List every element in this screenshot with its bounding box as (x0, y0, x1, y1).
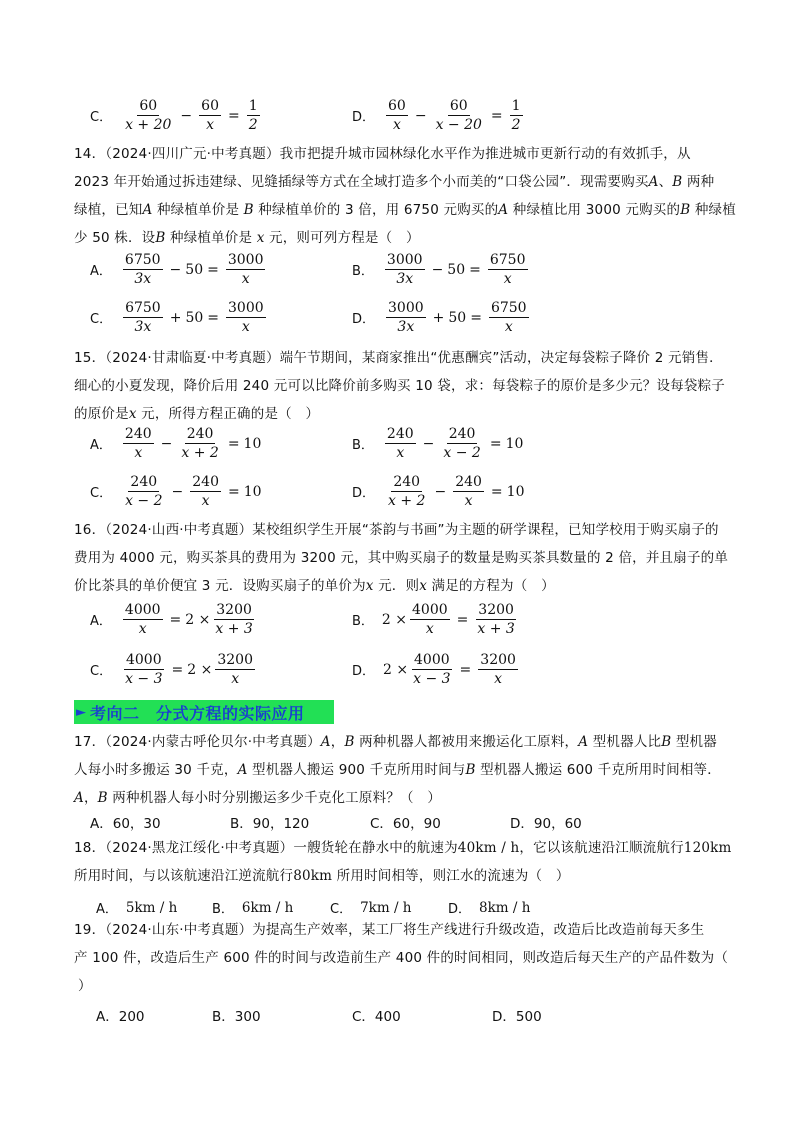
constant: 50 (447, 261, 466, 278)
text: 绿植，已知 (74, 202, 143, 218)
var-a: A (648, 174, 659, 190)
option-text: D．90，60 (510, 816, 582, 832)
section-heading (74, 700, 334, 724)
numerator: 3000 (228, 300, 264, 316)
q14-line-4 (74, 224, 734, 252)
numerator: 240 (130, 474, 158, 490)
option-label: A． (90, 614, 112, 629)
var-a: A (498, 202, 509, 218)
q14-stem (74, 140, 734, 252)
q14-option-d[interactable] (352, 300, 532, 335)
option-label: C． (90, 110, 113, 125)
coefficient: 2 × (381, 611, 408, 628)
q16-c-equation: $\frac{4000}{x - 3}$ = 2 × $\frac{3200}{x}$ (125, 652, 253, 687)
q18-option-b[interactable] (212, 898, 293, 917)
q19-option-c[interactable] (352, 1005, 401, 1025)
numerator: 60 (449, 98, 468, 114)
coefficient: 2 × (185, 611, 211, 628)
option-label: A． (90, 438, 112, 453)
q16-option-d[interactable] (352, 652, 521, 687)
option-label: B． (352, 614, 374, 629)
q19-stem (74, 916, 734, 1000)
speed-value: 40km / h (457, 840, 520, 856)
q19-option-d[interactable] (492, 1005, 542, 1025)
numerator: 3000 (227, 252, 264, 268)
constant: 50 (448, 309, 467, 326)
text: 元．则 (378, 578, 420, 594)
triangle-marker-icon: ► (76, 704, 86, 720)
numerator: 4000 (125, 652, 162, 668)
var-a: A (74, 790, 84, 806)
option-label: A． (90, 264, 112, 279)
denominator: x + 3 (477, 621, 515, 637)
option-text: C．400 (352, 1009, 401, 1025)
text: 种绿植比用 3000 元购买的 (512, 202, 681, 218)
operator: − (431, 261, 444, 278)
denominator: x − 3 (125, 671, 163, 687)
q14-line-1: 14．（2024·四川广元·中考真题）我市把提升城市园林绿化水平作为推进城市更新行动的有效抓手，从 (74, 146, 691, 162)
denominator: 3x (396, 271, 414, 287)
q15-option-a[interactable] (90, 426, 261, 461)
numerator: 6750 (124, 252, 161, 268)
text: ， (330, 734, 345, 750)
text: 种绿植单价是 (170, 230, 253, 246)
numerator: 6750 (489, 252, 526, 268)
numerator: 240 (455, 474, 482, 490)
q17-line-1 (74, 728, 734, 756)
text: ， (83, 790, 98, 806)
text: 少 50 株．设 (74, 230, 156, 246)
q14-line-2: 2023 年开始通过拆违建绿、见缝插绿等方式在全域打造多个小而美的“口袋公园”．现需要购买A、B 两种 (74, 174, 715, 190)
numerator: 3200 (478, 602, 514, 618)
q16-line-2: 费用为 4000 元，购买茶具的费用为 3200 元，其中购买扇子的数量是购买茶具数量的 2 倍，并且扇子的单 (74, 550, 729, 566)
var-b: B (672, 174, 683, 190)
option-value: 8km / h (479, 899, 531, 916)
option-label: D． (352, 664, 376, 679)
denominator: 3x (134, 319, 152, 335)
text: 的原价是 (74, 406, 129, 422)
q17-stem (74, 728, 734, 812)
var-a: A (578, 734, 589, 750)
denominator: x (231, 671, 240, 687)
text: 所用时间，与以该航速沿江逆流航行 (74, 868, 294, 884)
denominator: x − 3 (413, 671, 451, 687)
q15-option-c[interactable] (90, 474, 262, 509)
text: 型机器人搬运 900 千克所用时间与 (252, 762, 466, 778)
q15-stem (74, 344, 734, 428)
text: 所用时间相等，则江水的流速为（ ） (336, 868, 570, 884)
text: 满足的方程为（ ） (431, 578, 555, 594)
text: 元，所得方程正确的是（ ） (141, 406, 320, 422)
q15-option-b[interactable] (352, 426, 523, 461)
coefficient: 2 × (383, 661, 409, 678)
q19-option-a[interactable] (96, 1005, 145, 1025)
var-x: x (365, 578, 374, 594)
var-x: x (256, 230, 265, 246)
numerator: 3200 (480, 652, 516, 668)
q14-option-c[interactable] (90, 300, 269, 335)
text: 17．（2024·内蒙古呼伦贝尔·中考真题） (74, 734, 321, 750)
var-b: B (661, 734, 672, 750)
numerator: 240 (448, 426, 476, 442)
q14-d-equation: $\frac{3000}{3x}$ + 50 = $\frac{6750}{x}$ (388, 300, 527, 335)
var-a: A (237, 762, 248, 778)
q15-c-equation: $\frac{240}{x - 2}$ − $\frac{240}{x}$ = 10 (125, 474, 262, 509)
option-value: 6km / h (241, 899, 294, 916)
q18-option-c[interactable] (330, 898, 411, 917)
denominator: x (201, 493, 210, 509)
numerator: 60 (388, 98, 406, 114)
var-x: x (128, 406, 137, 422)
denominator: x (206, 117, 215, 133)
q15-b-equation: $\frac{240}{x}$ − $\frac{240}{x - 2}$ = 10 (386, 426, 524, 461)
numerator: 6750 (490, 300, 527, 316)
q17-line-3 (74, 784, 734, 812)
q13-d-equation: $\frac{60}{x}$ − $\frac{60}{x - 20}$ = $\frac{1}{2}$ (388, 98, 521, 133)
q15-line-1: 15．（2024·甘肃临夏·中考真题）端午节期间，某商家推出“优惠酬宾”活动，决定每袋粽子降价 2 元销售． (74, 350, 723, 366)
numerator: 240 (124, 426, 152, 442)
q17-option-c[interactable] (370, 812, 441, 832)
var-b: B (155, 230, 166, 246)
var-b: B (97, 790, 108, 806)
q14-c-equation: $\frac{6750}{3x}$ + 50 = $\frac{3000}{x}$ (125, 300, 264, 335)
q18-line-1 (74, 834, 734, 862)
text: 18．（2024·黑龙江绥化·中考真题）一艘货轮在静水中的航速为 (74, 840, 458, 856)
denominator: x (396, 445, 405, 461)
distance-value: 80km (293, 868, 333, 884)
option-value: 5km / h (125, 899, 178, 916)
q14-option-a[interactable] (90, 252, 268, 287)
numerator: 1 (511, 98, 521, 114)
text: 2023 年开始通过拆违建绿、见缝插绿等方式在全域打造多个小而美的“口袋公园”．现需要购买 (74, 174, 649, 190)
var-a: A (142, 202, 153, 218)
numerator: 6750 (125, 300, 161, 316)
option-label: D． (448, 902, 472, 917)
option-label: A． (96, 902, 118, 917)
q14-option-b[interactable] (352, 252, 531, 287)
denominator: x − 2 (443, 445, 481, 461)
option-value: 7km / h (360, 899, 412, 916)
q16-stem (74, 516, 734, 600)
q16-line-3 (74, 572, 734, 600)
rhs: 10 (505, 435, 524, 452)
numerator: 240 (393, 474, 421, 490)
option-text: A．60，30 (90, 816, 161, 832)
coefficient: 2 × (187, 661, 213, 678)
q15-a-equation: $\frac{240}{x}$ − $\frac{240}{x + 2}$ = 10 (124, 426, 262, 461)
q15-d-equation: $\frac{240}{x + 2}$ − $\frac{240}{x}$ = 10 (388, 474, 525, 509)
option-text: C．60，90 (370, 816, 441, 832)
option-label: C． (90, 664, 113, 679)
q16-line-1: 16．（2024·山西·中考真题）某校组织学生开展“茶韵与书画”为主题的研学课程，已知学校用于购买扇子的 (74, 522, 719, 538)
q13-option-d[interactable] (352, 98, 526, 133)
operator: + (432, 309, 445, 326)
q14-line-3 (74, 196, 734, 224)
rhs: 10 (243, 483, 262, 500)
q18-line-2 (74, 862, 734, 890)
option-text: B．300 (212, 1009, 261, 1025)
option-label: C． (90, 486, 113, 501)
denominator: x + 3 (215, 621, 253, 637)
text: ，它以该航速沿江顺流航行 (519, 840, 684, 856)
q18-stem (74, 834, 734, 890)
q16-d-equation: 2 × $\frac{4000}{x - 3}$ = $\frac{3200}{x}$ (383, 652, 516, 687)
denominator: 3x (134, 271, 152, 287)
denominator: x (503, 271, 512, 287)
rhs: 10 (506, 483, 525, 500)
denominator: x (494, 671, 503, 687)
denominator: x (425, 621, 434, 637)
denominator: x (241, 319, 250, 335)
numerator: 240 (186, 426, 214, 442)
q17-option-d[interactable] (510, 812, 582, 832)
q17-line-2 (74, 756, 734, 784)
denominator: x (138, 621, 147, 637)
denominator: x (464, 493, 473, 509)
option-text: D．500 (492, 1009, 542, 1025)
numerator: 4000 (412, 602, 448, 618)
var-b: B (243, 202, 254, 218)
q17-option-a[interactable] (90, 812, 161, 832)
option-text: B．90，120 (230, 816, 310, 832)
operator: + (169, 309, 182, 326)
denominator: 2 (511, 117, 521, 133)
text: 型机器人比 (592, 734, 662, 750)
text: 种绿植单价是 (156, 202, 240, 218)
numerator: 3200 (217, 652, 253, 668)
q16-option-c[interactable] (90, 652, 258, 687)
q16-option-b[interactable] (352, 602, 520, 637)
denominator: x (392, 117, 401, 133)
numerator: 240 (192, 474, 219, 490)
denominator: x (134, 445, 143, 461)
option-label: C． (330, 902, 353, 917)
option-label: C． (90, 312, 113, 327)
numerator: 3200 (216, 602, 252, 618)
option-label: B． (352, 264, 374, 279)
option-text: A．200 (96, 1009, 145, 1025)
distance-value: 120km (683, 840, 732, 856)
option-label: B． (352, 438, 374, 453)
text: 型机器 (675, 734, 717, 750)
q15-line-3 (74, 400, 734, 428)
text: 人每小时多搬运 30 千克， (74, 762, 238, 778)
denominator: x (504, 319, 513, 335)
q19-line-2: 产 100 件，改造后生产 600 件的时间与改造前生产 400 件的时间相同，则改造后每天生产的产品件数为（ (74, 950, 729, 966)
var-b: B (465, 762, 476, 778)
var-b: B (680, 202, 691, 218)
numerator: 4000 (414, 652, 450, 668)
q16-a-equation: $\frac{4000}{x}$ = 2 × $\frac{3200}{x + 3}$ (124, 602, 253, 637)
numerator: 60 (201, 98, 219, 114)
q14-a-equation: $\frac{6750}{3x}$ − 50 = $\frac{3000}{x}$ (124, 252, 264, 287)
numerator: 4000 (124, 602, 161, 618)
denominator: 3x (397, 319, 415, 335)
q15-option-d[interactable] (352, 474, 524, 509)
numerator: 240 (386, 426, 414, 442)
q19-line-3: ） (78, 978, 92, 994)
operator: − (169, 261, 182, 278)
q19-option-b[interactable] (212, 1005, 261, 1025)
text: 种绿植单价的 3 倍，用 6750 元购买的 (258, 202, 499, 218)
q13-c-equation: $\frac{60}{x + 20}$ − $\frac{60}{x}$ = $\frac{1}{2}$ (125, 98, 258, 133)
text: 两种机器人都被用来搬运化工原料， (359, 734, 579, 750)
var-x: x (419, 578, 428, 594)
denominator: x + 2 (181, 445, 219, 461)
var-a: A (320, 734, 331, 750)
numerator: 3000 (386, 252, 423, 268)
q16-b-equation: 2 × $\frac{4000}{x}$ = $\frac{3200}{x + 3}$ (381, 602, 515, 637)
option-label: D． (352, 110, 376, 125)
numerator: 60 (139, 98, 158, 114)
q14-b-equation: $\frac{3000}{3x}$ − 50 = $\frac{6750}{x}$ (386, 252, 526, 287)
option-label: D． (352, 312, 376, 327)
text: 两种 (686, 174, 715, 190)
denominator: x − 2 (125, 493, 163, 509)
denominator: x (241, 271, 250, 287)
text: 种绿植 (694, 202, 736, 218)
option-label: D． (352, 486, 376, 501)
q18-option-d[interactable] (448, 898, 530, 917)
numerator: 3000 (388, 300, 424, 316)
text: 价比茶具的单价便宜 3 元．设购买扇子的单价为 (74, 578, 366, 594)
constant: 50 (185, 309, 204, 326)
numerator: 1 (248, 98, 258, 114)
q18-option-a[interactable] (96, 898, 177, 917)
denominator: x + 2 (388, 493, 426, 509)
denominator: x + 20 (125, 117, 172, 133)
option-label: B． (212, 902, 234, 917)
q15-line-2: 细心的小夏发现，降价后用 240 元可以比降价前多购买 10 袋，求：每袋粽子的原价是多少元？设每袋粽子 (74, 378, 726, 394)
q19-line-1: 19．（2024·山东·中考真题）为提高生产效率，某工厂将生产线进行升级改造，改造后比改造前每天多生 (74, 922, 705, 938)
denominator: 2 (248, 117, 258, 133)
section-title: 考向二 分式方程的实际应用 (90, 703, 305, 723)
constant: 50 (185, 261, 204, 278)
q17-option-b[interactable] (230, 812, 309, 832)
denominator: x − 20 (435, 117, 482, 133)
rhs: 10 (243, 435, 262, 452)
var-b: B (344, 734, 355, 750)
text: 两种机器人每小时分别搬运多少千克化工原料？（ ） (112, 790, 442, 806)
text: 型机器人搬运 600 千克所用时间相等． (480, 762, 721, 778)
q16-option-a[interactable] (90, 602, 258, 637)
text: 元，则可列方程是（ ） (269, 230, 420, 246)
q13-option-c[interactable] (90, 98, 263, 133)
